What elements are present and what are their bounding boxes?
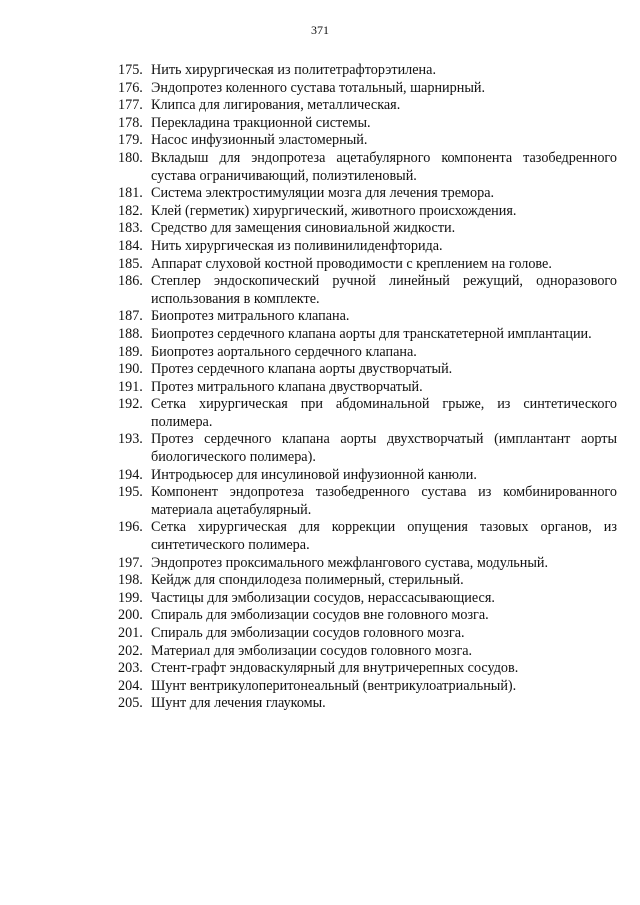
list-item [118, 660, 617, 678]
item-text: Эндопротез коленного сустава тотальный, шарнирный. [151, 79, 485, 96]
list-item [118, 379, 617, 397]
item-text: Нить хирургическая из поливинилиденфторида. [151, 237, 443, 254]
list-item [118, 308, 617, 326]
list-item [118, 80, 617, 98]
list-item [118, 220, 617, 238]
list-item [118, 256, 617, 274]
item-text: Протез сердечного клапана аорты двустворчатый. [151, 361, 453, 378]
item-text: Шунт вентрикулоперитонеальный (вентрикулоатриальный). [151, 677, 517, 694]
item-number: 194. [118, 466, 143, 483]
item-text: Степлер эндоскопический ручной линейный режущий, одноразового использования в комплекте. [151, 273, 617, 307]
list-item [118, 572, 617, 590]
list-item [118, 695, 617, 713]
item-number: 183. [118, 220, 143, 237]
page-number: 371 [311, 23, 329, 37]
list-item [118, 555, 617, 573]
list-item [118, 344, 617, 362]
item-number: 187. [118, 308, 143, 325]
item-text: Компонент эндопротеза тазобедренного сустава из комбинированного материала ацетабулярный. [151, 484, 617, 518]
item-number: 192. [118, 396, 143, 413]
item-number: 185. [118, 255, 143, 272]
list-item [118, 590, 617, 608]
item-number: 199. [118, 589, 143, 606]
list-item [118, 607, 617, 625]
item-text: Частицы для эмболизации сосудов, нерассасывающиеся. [151, 589, 495, 606]
item-number: 204. [118, 677, 143, 694]
list-item [118, 273, 617, 308]
list-item [118, 115, 617, 133]
item-number: 178. [118, 114, 143, 131]
item-number: 198. [118, 572, 143, 589]
list-item [118, 484, 617, 519]
item-number: 191. [118, 378, 143, 395]
list-item [118, 678, 617, 696]
list-item [118, 132, 617, 150]
item-text: Спираль для эмболизации сосудов головного мозга. [151, 625, 465, 641]
item-number: 190. [118, 361, 143, 378]
item-number: 182. [118, 202, 143, 219]
item-number: 188. [118, 325, 143, 342]
list-item [118, 238, 617, 256]
item-number: 197. [118, 554, 143, 571]
list-item [118, 62, 617, 80]
item-text: Биопротез сердечного клапана аорты для транскатетерной имплантации. [151, 325, 592, 342]
item-text: Шунт для лечения глаукомы. [151, 695, 326, 712]
item-text: Вкладыш для эндопротеза ацетабулярного компонента тазобедренного сустава ограничивающий, полиэтиленовый. [151, 149, 617, 184]
list-item [118, 150, 617, 185]
item-text: Протез сердечного клапана аорты двухстворчатый (имплантант аорты биологического полимера). [151, 431, 617, 466]
item-text: Аппарат слуховой костной проводимости с креплением на голове. [151, 255, 552, 272]
list-item [118, 431, 617, 466]
list-item [118, 326, 617, 344]
item-text: Биопротез митрального клапана. [151, 308, 350, 325]
item-number: 186. [118, 273, 143, 290]
item-text: Кейдж для спондилодеза полимерный, стерильный. [151, 572, 464, 589]
item-text: Стент-графт эндоваскулярный для внутричерепных сосудов. [151, 660, 519, 677]
item-text: Биопротез аортального сердечного клапана. [151, 343, 417, 360]
item-number: 177. [118, 97, 143, 114]
item-text: Материал для эмболизации сосудов головного мозга. [151, 642, 473, 659]
item-number: 205. [118, 695, 143, 712]
item-number: 181. [118, 185, 143, 202]
item-text: Спираль для эмболизации сосудов вне головного мозга. [151, 607, 489, 624]
item-number: 189. [118, 343, 143, 360]
list-item [118, 203, 617, 221]
item-text: Клипса для лигирования, металлическая. [151, 97, 401, 114]
list-item [118, 625, 617, 643]
item-number: 184. [118, 237, 143, 254]
item-list [118, 62, 617, 713]
item-text: Сетка хирургическая для коррекции опущения тазовых органов, из синтетического полимера. [151, 519, 617, 554]
item-number: 175. [118, 62, 143, 78]
item-text: Система электростимуляции мозга для лечения тремора. [151, 185, 495, 202]
item-number: 180. [118, 149, 143, 166]
item-text: Эндопротез проксимального межфлангового сустава, модульный. [151, 554, 549, 571]
item-number: 200. [118, 607, 143, 624]
list-item [118, 97, 617, 115]
list-item [118, 467, 617, 485]
item-text: Интродьюсер для инсулиновой инфузионной канюли. [151, 466, 477, 483]
item-number: 196. [118, 519, 143, 536]
list-item [118, 185, 617, 203]
item-text: Средство для замещения синовиальной жидкости. [151, 220, 456, 237]
item-text: Клей (герметик) хирургический, животного происхождения. [151, 202, 517, 219]
item-number: 201. [118, 625, 143, 641]
item-number: 202. [118, 642, 143, 659]
item-text: Насос инфузионный эластомерный. [151, 132, 368, 149]
item-number: 193. [118, 431, 143, 448]
item-text: Перекладина тракционной системы. [151, 114, 371, 131]
item-number: 195. [118, 484, 143, 501]
item-number: 176. [118, 79, 143, 96]
list-item [118, 396, 617, 431]
list-item [118, 643, 617, 661]
list-item [118, 361, 617, 379]
item-text: Сетка хирургическая при абдоминальной грыже, из синтетического полимера. [151, 396, 617, 430]
item-number: 203. [118, 660, 143, 677]
list-item [118, 519, 617, 554]
item-text: Протез митрального клапана двустворчатый. [151, 378, 423, 395]
item-text: Нить хирургическая из политетрафторэтилена. [151, 62, 436, 78]
item-number: 179. [118, 132, 143, 149]
